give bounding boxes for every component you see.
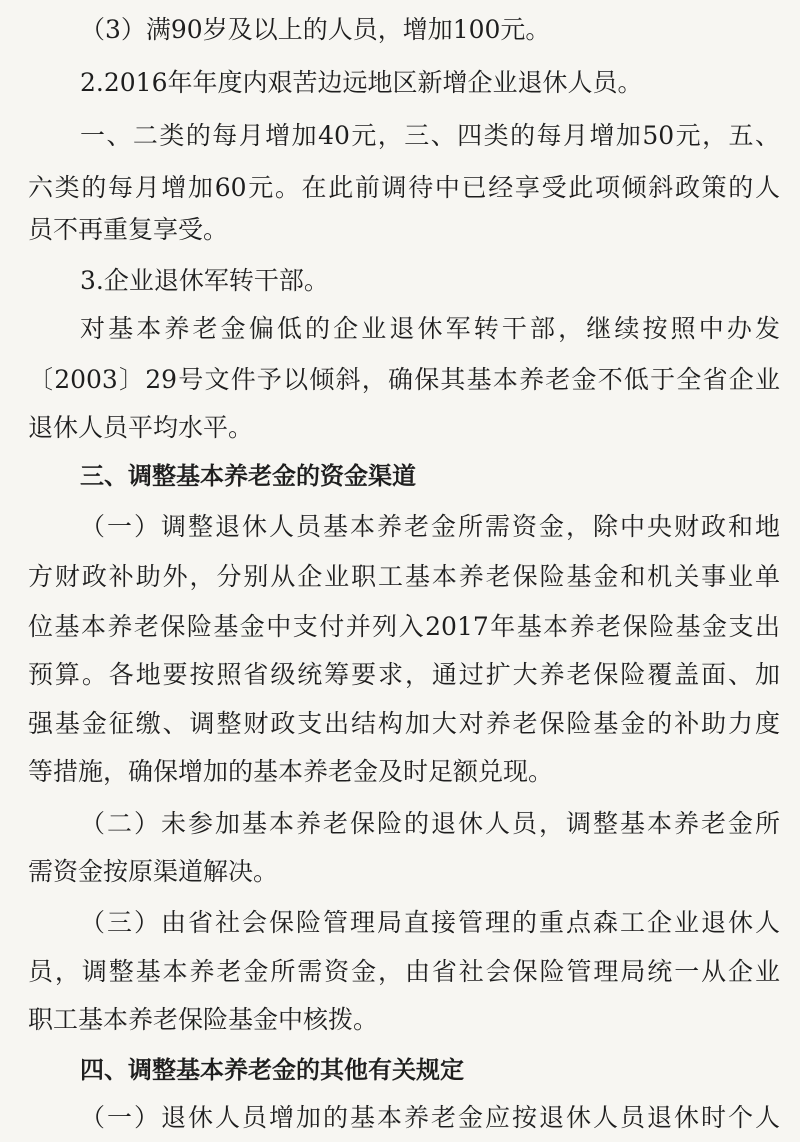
text-line-4: 六类的每月增加60元。在此前调待中已经享受此项倾斜政策的人 xyxy=(28,173,780,202)
text-line-23: （一）退休人员增加的基本养老金应按退休人员退休时个人 xyxy=(80,1103,780,1132)
text-line-21: 职工基本养老保险基金中核拨。 xyxy=(28,1005,379,1034)
text-line-12: 方财政补助外，分别从企业职工基本养老保险基金和机关事业单 xyxy=(28,562,780,591)
text-line-17: （二）未参加基本养老保险的退休人员，调整基本养老金所 xyxy=(80,809,780,838)
text-line-15: 强基金征缴、调整财政支出结构加大对养老保险基金的补助力度 xyxy=(28,709,780,738)
section-heading-3: 三、调整基本养老金的资金渠道 xyxy=(80,462,416,490)
text-line-8: 〔2003〕29号文件予以倾斜，确保其基本养老金不低于全省企业 xyxy=(28,365,780,394)
text-line-16: 等措施，确保增加的基本养老金及时足额兑现。 xyxy=(28,757,554,786)
text-line-13: 位基本养老保险基金中支付并列入2017年基本养老保险基金支出 xyxy=(28,612,780,641)
text-line-7: 对基本养老金偏低的企业退休军转干部，继续按照中办发 xyxy=(80,314,780,343)
text-line-9: 退休人员平均水平。 xyxy=(28,413,254,442)
text-line-3: 一、二类的每月增加40元，三、四类的每月增加50元，五、 xyxy=(80,121,780,150)
text-line-11: （一）调整退休人员基本养老金所需资金，除中央财政和地 xyxy=(80,512,780,541)
text-line-1: （3）满90岁及以上的人员，增加100元。 xyxy=(80,15,551,44)
text-line-5: 员不再重复享受。 xyxy=(28,215,229,244)
text-line-20: 员，调整基本养老金所需资金，由省社会保险管理局统一从企业 xyxy=(28,957,780,986)
text-line-18: 需资金按原渠道解决。 xyxy=(28,857,279,886)
text-line-19: （三）由省社会保险管理局直接管理的重点森工企业退休人 xyxy=(80,908,780,937)
section-heading-4: 四、调整基本养老金的其他有关规定 xyxy=(80,1056,464,1084)
text-line-14: 预算。各地要按照省级统筹要求，通过扩大养老保险覆盖面、加 xyxy=(28,660,780,689)
text-line-2: 2.2016年年度内艰苦边远地区新增企业退休人员。 xyxy=(80,68,643,97)
text-line-6: 3.企业退休军转干部。 xyxy=(80,266,329,295)
